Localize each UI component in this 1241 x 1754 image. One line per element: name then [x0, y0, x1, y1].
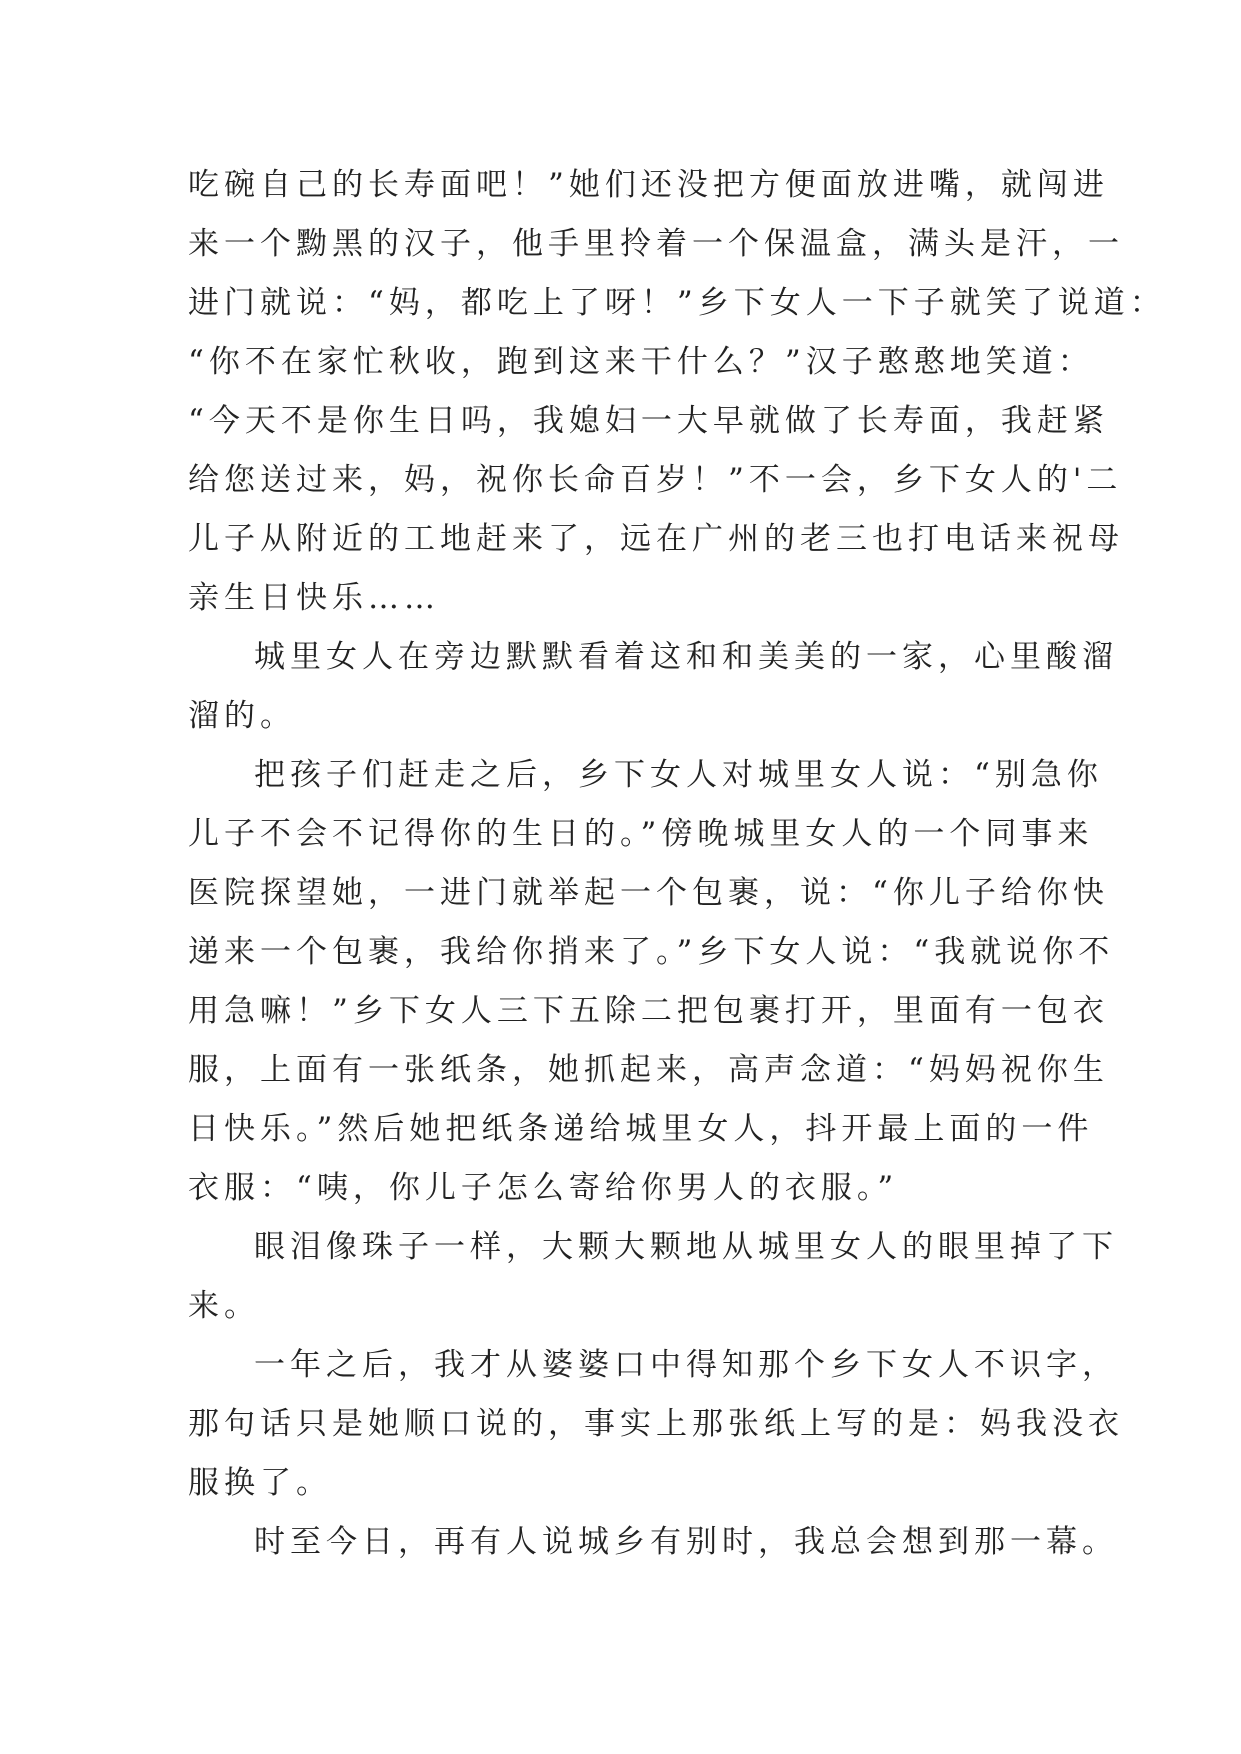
text-line: 吃碗自己的长寿面吧！”她们还没把方便面放进嘴，就闯进	[188, 167, 1109, 203]
text-line: 进门就说：“妈，都吃上了呀！”乡下女人一下子就笑了说道：	[188, 285, 1166, 321]
text-line: “今天不是你生日吗，我媳妇一大早就做了长寿面，我赶紧	[188, 403, 1109, 439]
text-line: 衣服：“咦，你儿子怎么寄给你男人的衣服。”	[188, 1170, 899, 1206]
document-body	[188, 156, 1166, 1572]
text-line: 来。	[188, 1288, 260, 1324]
paragraph-first-line: 一年之后，我才从婆婆口中得知那个乡下女人不识字，	[254, 1347, 1118, 1383]
text-line: 那句话只是她顺口说的，事实上那张纸上写的是：妈我没衣	[188, 1406, 1124, 1442]
text-line: 用急嘛！”乡下女人三下五除二把包裹打开，里面有一包衣	[188, 993, 1109, 1029]
text-line: 医院探望她，一进门就举起一个包裹，说：“你儿子给你快	[188, 875, 1109, 911]
text-line: 溜的。	[188, 698, 296, 734]
paragraph-first-line: 城里女人在旁边默默看着这和和美美的一家，心里酸溜	[254, 639, 1118, 675]
text-line: 服换了。	[188, 1465, 332, 1501]
text-line: 来一个黝黑的汉子，他手里拎着一个保温盒，满头是汗，一	[188, 226, 1124, 262]
text-line: 给您送过来，妈，祝你长命百岁！”不一会，乡下女人的'二	[188, 462, 1123, 498]
text-line: 亲生日快乐……	[188, 580, 440, 616]
paragraph-first-line: 眼泪像珠子一样，大颗大颗地从城里女人的眼里掉了下	[254, 1229, 1118, 1265]
text-line: 儿子不会不记得你的生日的。”傍晚城里女人的一个同事来	[188, 816, 1094, 852]
text-line: 日快乐。”然后她把纸条递给城里女人，抖开最上面的一件	[188, 1111, 1094, 1147]
text-line: 服，上面有一张纸条，她抓起来，高声念道：“妈妈祝你生	[188, 1052, 1109, 1088]
paragraph-first-line: 把孩子们赶走之后，乡下女人对城里女人说：“别急你	[254, 757, 1103, 793]
paragraph-first-line: 时至今日，再有人说城乡有别时，我总会想到那一幕。	[254, 1524, 1118, 1560]
text-line: “你不在家忙秋收，跑到这来干什么？”汉子憨憨地笑道：	[188, 344, 1094, 380]
text-line: 递来一个包裹，我给你捎来了。”乡下女人说：“我就说你不	[188, 934, 1115, 970]
text-line: 儿子从附近的工地赶来了，远在广州的老三也打电话来祝母	[188, 521, 1124, 557]
